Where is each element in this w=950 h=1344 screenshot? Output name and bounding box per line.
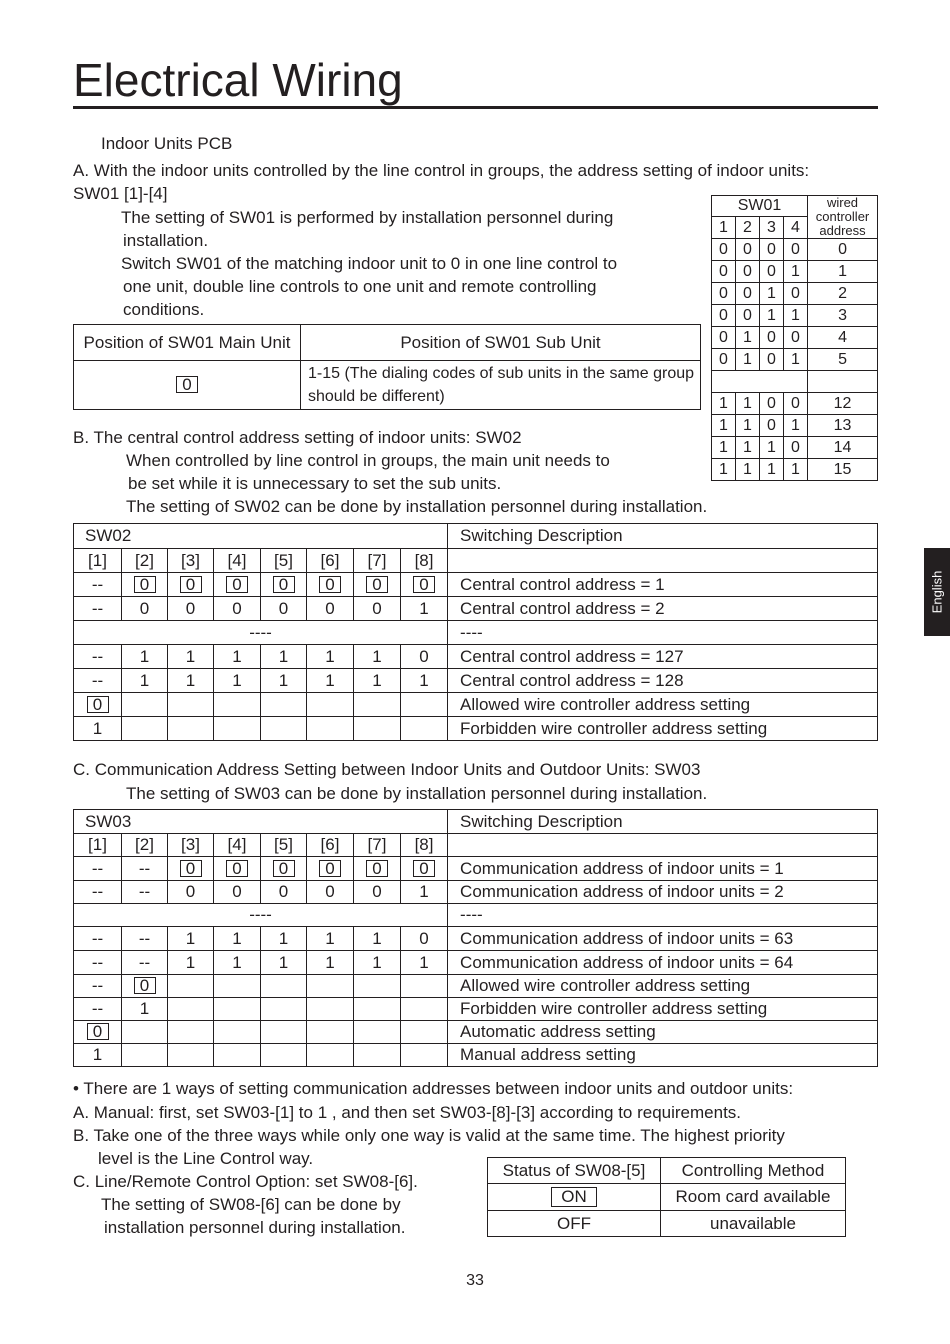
- sw01-gap-cell: [712, 371, 808, 393]
- switch-off-box: 0: [226, 576, 248, 593]
- sw03-cell: [401, 1021, 448, 1044]
- sw03-cell: 1: [307, 927, 354, 951]
- sw02-cell: 1: [122, 645, 168, 669]
- sw01-bit: 0: [712, 305, 736, 327]
- sw01-bit: 0: [712, 283, 736, 305]
- sw03-cell: [354, 1044, 401, 1067]
- sw02-cell: [307, 573, 354, 597]
- switch-off-box: 0: [273, 576, 295, 593]
- section-a-line-2: SW01 [1]-[4]: [73, 184, 168, 203]
- sw08-method-header: Controlling Method: [661, 1158, 846, 1184]
- sw02-label: SW02: [74, 524, 448, 549]
- sw02-cell: 1: [214, 669, 261, 693]
- sw03-description: Manual address setting: [448, 1044, 878, 1067]
- sw02-bit-header: [1]: [74, 549, 122, 573]
- sw03-cell: --: [74, 998, 122, 1021]
- table-row: [488, 1184, 846, 1211]
- sw03-description: Communication address of indoor units = 2: [448, 881, 878, 904]
- table-row: [712, 415, 878, 437]
- page-title: Electrical Wiring: [73, 54, 403, 106]
- sw02-cell: 1: [261, 645, 307, 669]
- section-a-para2-line-1: Switch SW01 of the matching indoor unit to 0 in one line control to: [121, 254, 618, 273]
- sw01-bit: 0: [760, 415, 784, 437]
- sw03-cell: [307, 998, 354, 1021]
- sw03-cell: 1: [401, 951, 448, 975]
- sw01-bit: 0: [784, 327, 808, 349]
- sw01-bit: 1: [712, 393, 736, 415]
- sw01-bit: 1: [712, 459, 736, 481]
- sw08-table: [487, 1157, 846, 1237]
- section-a-para1-line-2: installation.: [123, 231, 209, 250]
- sw02-cell: [354, 573, 401, 597]
- sw01-bit: 1: [784, 415, 808, 437]
- sw03-cell: --: [74, 975, 122, 998]
- sw01-bit: 0: [712, 349, 736, 371]
- title-rule: [73, 106, 878, 109]
- sw03-cell: [354, 975, 401, 998]
- sub-unit-value: 1-15 (The dialing codes of sub units in the same group should be different): [301, 361, 701, 410]
- sw02-cell: [122, 717, 168, 741]
- sw01-bit: 0: [736, 239, 760, 261]
- sw01-bit: 1: [784, 459, 808, 481]
- table-row: [74, 1044, 878, 1067]
- sw02-cell: 0: [168, 597, 214, 621]
- sw08-method: unavailable: [661, 1211, 846, 1237]
- sw03-label: SW03: [74, 810, 448, 834]
- section-a-line-1: A. With the indoor units controlled by the line control in groups, the address setting of indoor units:: [73, 161, 810, 180]
- section-b-line-2: When controlled by line control in groups, the main unit needs to: [126, 451, 610, 470]
- sw02-cell: 1: [401, 597, 448, 621]
- sw02-cell: --: [74, 669, 122, 693]
- sw02-cell: [168, 717, 214, 741]
- sw02-empty-cell: [448, 549, 878, 573]
- table-row: [74, 881, 878, 904]
- switch-off-box: 0: [226, 860, 248, 877]
- sw01-address: 12: [808, 393, 878, 415]
- sw03-ellipsis: ----: [74, 904, 448, 927]
- sw02-cell: [307, 693, 354, 717]
- sw03-cell: 0: [168, 881, 214, 904]
- sw03-cell: 0: [401, 927, 448, 951]
- sw01-bit: 0: [760, 393, 784, 415]
- sw03-cell: [354, 857, 401, 881]
- sw02-ellipsis: ----: [448, 621, 878, 645]
- sw02-description: Central control address = 127: [448, 645, 878, 669]
- sw01-address: 2: [808, 283, 878, 305]
- sw02-cell: [261, 573, 307, 597]
- sw02-cell: 1: [74, 717, 122, 741]
- sw01-bit: 0: [712, 239, 736, 261]
- sw03-cell: [214, 975, 261, 998]
- table-row: [74, 904, 878, 927]
- sw03-bit-header: [7]: [354, 834, 401, 857]
- sw01-bit: 1: [784, 349, 808, 371]
- sw03-cell: --: [74, 927, 122, 951]
- sw03-bit-header: [6]: [307, 834, 354, 857]
- sw03-bit-header: [4]: [214, 834, 261, 857]
- sw03-cell: 1: [354, 927, 401, 951]
- table-row: [74, 597, 878, 621]
- sw02-bit-header: [8]: [401, 549, 448, 573]
- sw03-cell: [261, 998, 307, 1021]
- sw01-address: 13: [808, 415, 878, 437]
- sw01-address: 0: [808, 239, 878, 261]
- sw03-cell: [307, 1021, 354, 1044]
- table-row: [74, 669, 878, 693]
- sw03-cell: [307, 975, 354, 998]
- sw03-cell: 0: [354, 881, 401, 904]
- table-row: [74, 645, 878, 669]
- sw03-cell: [261, 1044, 307, 1067]
- sw03-cell: 0: [307, 881, 354, 904]
- section-c-line-1: C. Communication Address Setting between Indoor Units and Outdoor Units: SW03: [73, 760, 701, 779]
- sw03-cell: [122, 1044, 168, 1067]
- sw08-status-cell: [488, 1184, 661, 1211]
- table-row: [74, 573, 878, 597]
- switch-off-box: 0: [273, 860, 295, 877]
- sw03-cell: --: [122, 881, 168, 904]
- sw01-bit: 1: [736, 437, 760, 459]
- sw03-cell: [214, 1044, 261, 1067]
- sw02-cell: [122, 693, 168, 717]
- sw02-description: Central control address = 2: [448, 597, 878, 621]
- table-row: [712, 437, 878, 459]
- switch-off-box: 0: [319, 576, 341, 593]
- sw01-bit: 1: [712, 437, 736, 459]
- sw03-cell: --: [74, 881, 122, 904]
- sw02-cell: [401, 717, 448, 741]
- sw02-cell: 1: [401, 669, 448, 693]
- sw02-cell: 1: [122, 669, 168, 693]
- sw03-cell: [168, 998, 214, 1021]
- sw03-cell: --: [74, 951, 122, 975]
- footer-b-line-2: level is the Line Control way.: [98, 1149, 314, 1168]
- sw03-cell: 0: [261, 881, 307, 904]
- sw02-cell: [214, 693, 261, 717]
- sw03-cell: 1: [401, 881, 448, 904]
- sw01-bit-label: 3: [760, 217, 784, 239]
- sw03-description-header: Switching Description: [448, 810, 878, 834]
- switch-off-box: 0: [87, 1023, 109, 1040]
- sw03-description: Communication address of indoor units = 63: [448, 927, 878, 951]
- sw03-table: [73, 809, 878, 1067]
- sw03-cell: [307, 1044, 354, 1067]
- sw01-bit: 1: [760, 437, 784, 459]
- sw01-bit: 0: [760, 239, 784, 261]
- sw03-bit-header: [1]: [74, 834, 122, 857]
- sw01-address: 14: [808, 437, 878, 459]
- sw02-cell: 0: [307, 597, 354, 621]
- sw02-cell: [214, 717, 261, 741]
- sw02-description: Forbidden wire controller address setting: [448, 717, 878, 741]
- sw01-bit: 1: [784, 305, 808, 327]
- sw02-cell: [168, 573, 214, 597]
- sw03-cell: 1: [168, 927, 214, 951]
- switch-off-box: 0: [319, 860, 341, 877]
- sw02-cell: [354, 717, 401, 741]
- switch-off-box: 0: [366, 860, 388, 877]
- sw03-description: Communication address of indoor units = 64: [448, 951, 878, 975]
- sw02-cell: 1: [354, 669, 401, 693]
- sw01-bit: 0: [784, 393, 808, 415]
- table-row: [74, 857, 878, 881]
- sw03-cell: [214, 857, 261, 881]
- sw03-bit-header: [8]: [401, 834, 448, 857]
- sw02-cell: --: [74, 573, 122, 597]
- sw01-bit: 0: [760, 327, 784, 349]
- sw02-bit-header: [3]: [168, 549, 214, 573]
- sw01-bit: 0: [760, 261, 784, 283]
- sw03-cell: [168, 1044, 214, 1067]
- sw03-cell: [214, 998, 261, 1021]
- bullet-note: • There are 1 ways of setting communication addresses between indoor units and outdoor units:: [73, 1079, 794, 1098]
- sw01-address: 5: [808, 349, 878, 371]
- sw02-bit-header: [5]: [261, 549, 307, 573]
- footer-c-line-1: C. Line/Remote Control Option: set SW08-[6].: [73, 1172, 418, 1191]
- sw02-cell: 0: [214, 597, 261, 621]
- sw02-cell: [307, 717, 354, 741]
- sw02-description: Central control address = 1: [448, 573, 878, 597]
- sw02-cell: [74, 693, 122, 717]
- table-row: [74, 693, 878, 717]
- sw02-ellipsis: ----: [74, 621, 448, 645]
- sw02-cell: 0: [354, 597, 401, 621]
- sw03-cell: [354, 998, 401, 1021]
- table-row: [712, 459, 878, 481]
- sw01-bit: 1: [736, 459, 760, 481]
- sw02-cell: [354, 693, 401, 717]
- sw03-cell: 1: [261, 927, 307, 951]
- sw03-cell: [122, 1021, 168, 1044]
- sw03-cell: [401, 857, 448, 881]
- position-table: [73, 324, 701, 410]
- sw03-ellipsis: ----: [448, 904, 878, 927]
- section-b-line-4: The setting of SW02 can be done by installation personnel during installation.: [126, 497, 708, 516]
- sw01-bit: 1: [760, 459, 784, 481]
- sw03-bit-header: [5]: [261, 834, 307, 857]
- sw03-cell: 1: [307, 951, 354, 975]
- section-a-para2-line-2: one unit, double line controls to one unit and remote controlling: [123, 277, 597, 296]
- sw02-bit-header: [2]: [122, 549, 168, 573]
- language-tab: [924, 548, 950, 636]
- sw03-bit-header: [2]: [122, 834, 168, 857]
- sw02-description-header: Switching Description: [448, 524, 878, 549]
- sw01-address: 1: [808, 261, 878, 283]
- sw02-cell: 1: [307, 669, 354, 693]
- sw03-cell: 1: [168, 951, 214, 975]
- sw02-cell: 1: [307, 645, 354, 669]
- sw02-cell: --: [74, 645, 122, 669]
- section-a-para1-line-1: The setting of SW01 is performed by installation personnel during: [121, 208, 614, 227]
- section-b-line-1: B. The central control address setting of indoor units: SW02: [73, 428, 522, 447]
- sw02-cell: 1: [354, 645, 401, 669]
- sw02-cell: [261, 693, 307, 717]
- main-unit-switch-value: 0: [176, 376, 198, 393]
- table-row: [74, 717, 878, 741]
- sw08-status: OFF: [488, 1211, 661, 1237]
- switch-on-box: ON: [551, 1187, 597, 1207]
- sw03-cell: [354, 1021, 401, 1044]
- sw08-method: Room card available: [661, 1184, 846, 1211]
- sw01-bit: 0: [712, 261, 736, 283]
- sw03-description: Automatic address setting: [448, 1021, 878, 1044]
- sw01-bit-label: 2: [736, 217, 760, 239]
- sw03-bit-header: [3]: [168, 834, 214, 857]
- switch-off-box: 0: [134, 977, 156, 994]
- sw03-cell: --: [122, 857, 168, 881]
- table-row: [712, 305, 878, 327]
- sw02-cell: [261, 717, 307, 741]
- intro-heading: Indoor Units PCB: [101, 134, 233, 153]
- sw03-description: Communication address of indoor units = 1: [448, 857, 878, 881]
- table-row: [74, 1021, 878, 1044]
- sw02-cell: [401, 573, 448, 597]
- table-row: [74, 621, 878, 645]
- sw01-address: 3: [808, 305, 878, 327]
- switch-off-box: 0: [180, 576, 202, 593]
- sw02-cell: 1: [168, 645, 214, 669]
- sw02-cell: 1: [214, 645, 261, 669]
- sw01-bit: 1: [760, 283, 784, 305]
- sw01-bit: 1: [736, 393, 760, 415]
- sw03-cell: [401, 998, 448, 1021]
- sw03-cell: [122, 975, 168, 998]
- table-row: [74, 951, 878, 975]
- sw03-cell: 1: [354, 951, 401, 975]
- sw02-bit-header: [7]: [354, 549, 401, 573]
- sw01-header: SW01: [712, 196, 808, 217]
- sw02-description: Central control address = 128: [448, 669, 878, 693]
- switch-off-box: 0: [87, 696, 109, 713]
- sw03-description: Forbidden wire controller address setting: [448, 998, 878, 1021]
- sw02-cell: [122, 573, 168, 597]
- sw02-cell: 1: [168, 669, 214, 693]
- sw03-cell: 1: [122, 998, 168, 1021]
- sw03-cell: 1: [214, 927, 261, 951]
- sw08-status-header: Status of SW08-[5]: [488, 1158, 661, 1184]
- table-row: [712, 283, 878, 305]
- sw03-cell: 1: [261, 951, 307, 975]
- main-unit-value-cell: [74, 361, 301, 410]
- table-row: [74, 927, 878, 951]
- switch-off-box: 0: [366, 576, 388, 593]
- sw03-cell: [168, 857, 214, 881]
- sw03-cell: [261, 1021, 307, 1044]
- sw01-address: 4: [808, 327, 878, 349]
- sw02-bit-header: [6]: [307, 549, 354, 573]
- sw01-bit: 0: [784, 283, 808, 305]
- sw02-cell: 0: [122, 597, 168, 621]
- sw01-bit: 0: [784, 437, 808, 459]
- sw01-bit: 0: [784, 239, 808, 261]
- wired-controller-address-header: wired controller address: [808, 196, 878, 239]
- language-tab-label: English: [929, 570, 945, 614]
- sw03-cell: [401, 1044, 448, 1067]
- sw02-cell: [168, 693, 214, 717]
- table-row: [74, 975, 878, 998]
- footer-b-line-1: B. Take one of the three ways while only one way is valid at the same time. The highest priority: [73, 1126, 785, 1145]
- sw03-cell: [168, 1021, 214, 1044]
- sw01-bit: 0: [712, 327, 736, 349]
- table-row: [712, 327, 878, 349]
- table-row: [74, 998, 878, 1021]
- sw03-cell: 1: [214, 951, 261, 975]
- switch-off-box: 0: [180, 860, 202, 877]
- sw03-empty-cell: [448, 834, 878, 857]
- sub-unit-header: Position of SW01 Sub Unit: [301, 325, 701, 361]
- sw01-bit: 1: [736, 349, 760, 371]
- sw03-cell: [261, 857, 307, 881]
- table-row: [712, 349, 878, 371]
- sw01-bit: 1: [760, 305, 784, 327]
- section-b-line-3: be set while it is unnecessary to set the sub units.: [128, 474, 502, 493]
- sw02-cell: 0: [261, 597, 307, 621]
- sw03-cell: [261, 975, 307, 998]
- sw02-cell: 1: [261, 669, 307, 693]
- sw01-bit: 0: [736, 305, 760, 327]
- section-a-para2-line-3: conditions.: [123, 300, 205, 319]
- sw03-cell: --: [122, 927, 168, 951]
- sw03-cell: [307, 857, 354, 881]
- sw03-cell: 0: [214, 881, 261, 904]
- sw01-bit: 0: [736, 283, 760, 305]
- section-c-line-2: The setting of SW03 can be done by installation personnel during installation.: [126, 784, 708, 803]
- table-row: [712, 239, 878, 261]
- sw03-cell: [74, 1021, 122, 1044]
- sw01-bit: 0: [760, 349, 784, 371]
- sw01-bit: 1: [784, 261, 808, 283]
- sw01-bit: 1: [736, 327, 760, 349]
- sw01-address: 15: [808, 459, 878, 481]
- sw03-description: Allowed wire controller address setting: [448, 975, 878, 998]
- page-number: 33: [466, 1272, 484, 1289]
- sw03-cell: --: [74, 857, 122, 881]
- sw02-cell: 0: [401, 645, 448, 669]
- sw03-cell: [214, 1021, 261, 1044]
- sw03-cell: [401, 975, 448, 998]
- switch-off-box: 0: [134, 576, 156, 593]
- sw02-bit-header: [4]: [214, 549, 261, 573]
- main-unit-header: Position of SW01 Main Unit: [74, 325, 301, 361]
- footer-c-line-3: installation personnel during installation.: [104, 1218, 406, 1237]
- sw01-gap-cell: [808, 371, 878, 393]
- table-row: [712, 261, 878, 283]
- sw02-table: [73, 523, 878, 741]
- sw02-description: Allowed wire controller address setting: [448, 693, 878, 717]
- sw02-cell: [401, 693, 448, 717]
- sw03-cell: [168, 975, 214, 998]
- sw01-bit: 1: [712, 415, 736, 437]
- sw01-bit-label: 4: [784, 217, 808, 239]
- table-row: [488, 1211, 846, 1237]
- sw02-cell: --: [74, 597, 122, 621]
- sw01-bit: 1: [736, 415, 760, 437]
- sw02-cell: [214, 573, 261, 597]
- table-row: [712, 393, 878, 415]
- table-row-gap: [712, 371, 878, 393]
- footer-a-line: A. Manual: first, set SW03-[1] to 1 , and then set SW03-[8]-[3] according to requirements.: [73, 1103, 742, 1122]
- sw03-cell: 1: [74, 1044, 122, 1067]
- footer-c-line-2: The setting of SW08-[6] can be done by: [101, 1195, 401, 1214]
- switch-off-box: 0: [413, 860, 435, 877]
- sw01-bit-label: 1: [712, 217, 736, 239]
- switch-off-box: 0: [413, 576, 435, 593]
- sw01-table: [711, 195, 878, 481]
- sw01-bit: 0: [736, 261, 760, 283]
- sw03-cell: --: [122, 951, 168, 975]
